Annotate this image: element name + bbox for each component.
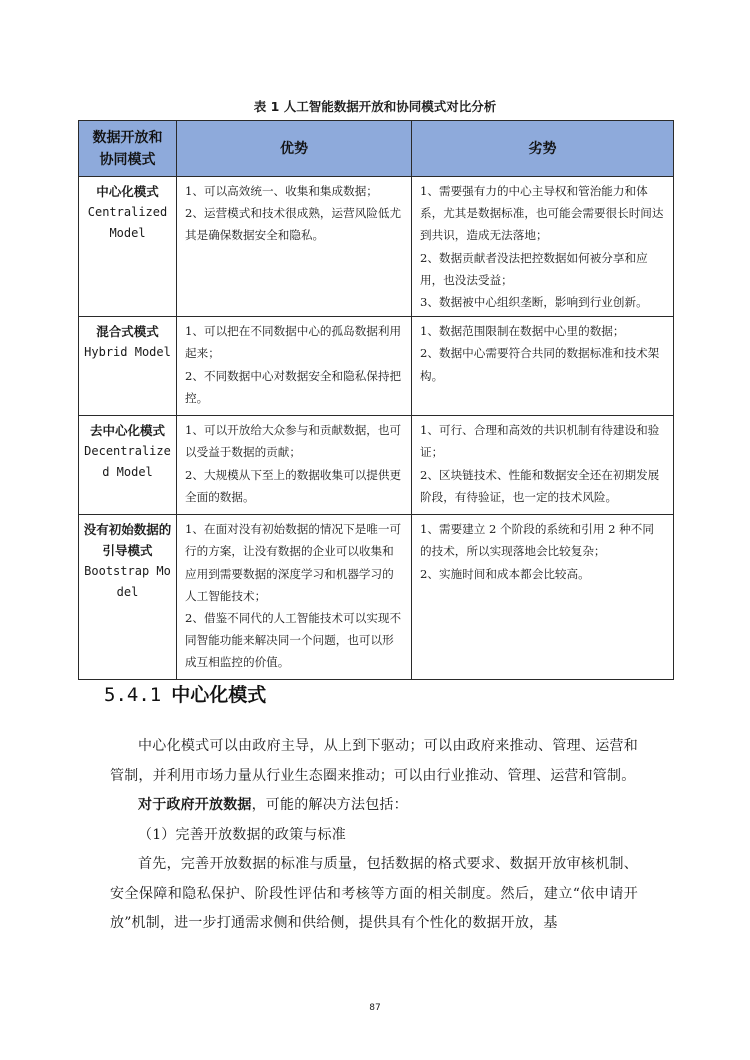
list-item: 1、可以开放给大众参与和贡献数据，也可以受益于数据的贡献；: [185, 423, 402, 460]
table-row: [79, 177, 674, 317]
list-item: 2、大规模从下至上的数据收集可以提供更全面的数据。: [185, 467, 402, 504]
advantages-cell: [177, 317, 412, 416]
mode-name-en: Decentralized Model: [84, 444, 171, 480]
advantages-cell: [177, 177, 412, 317]
mode-name-cn: 中心化模式: [96, 184, 159, 199]
list-item: 2、数据贡献者没法把控数据如何被分享和应用，也没法受益；: [420, 250, 648, 287]
mode-name-cn: 混合式模式: [96, 324, 159, 340]
list-item: 1、数据范围限制在数据中心里的数据；: [420, 324, 625, 339]
list-item: 2、数据中心需要符合共同的数据标准和技术架构。: [420, 346, 660, 383]
mode-cell: [79, 177, 177, 317]
mode-name-en: Centralized Model: [87, 205, 168, 240]
page-number: 87: [369, 1003, 381, 1013]
paragraph: （1）完善开放数据的政策与标准: [138, 826, 346, 843]
section-number: 5.4.1: [104, 684, 162, 706]
table-row: [79, 317, 674, 416]
mode-cell: [79, 317, 177, 416]
list-item: 1、可以把在不同数据中心的孤岛数据利用起来；: [185, 324, 402, 361]
paragraph-rest: ，可能的解决方法包括：: [251, 797, 408, 813]
mode-name-cn: 去中心化模式: [89, 423, 165, 439]
list-item: 1、可以高效统一、收集和集成数据；: [185, 184, 378, 198]
disadvantages-cell: [412, 515, 674, 680]
list-item: 2、区块链技术、性能和数据安全还在初期发展阶段，有待验证，也一定的技术风险。: [420, 467, 660, 504]
mode-name-en: Bootstrap Model: [84, 564, 171, 600]
disadvantages-cell: [412, 317, 674, 416]
mode-name-en: Hybrid Model: [84, 345, 171, 360]
list-item: 2、运营模式和技术很成熟，运营风险低尤其是确保数据安全和隐私。: [185, 206, 402, 243]
list-item: 1、在面对没有初始数据的情况下是唯一可行的方案，让没有数据的企业可以收集和应用到需要数据的深度学习和机器学习的人工智能技术；: [185, 522, 402, 603]
table-header-row: [79, 121, 674, 177]
section-title: 中心化模式: [171, 684, 267, 706]
mode-cell: [79, 515, 177, 680]
body-text: [110, 732, 638, 939]
disadvantages-cell: [412, 177, 674, 317]
paragraph: [110, 791, 638, 821]
header-advantages: 优势: [177, 121, 412, 177]
list-item: 2、借鉴不同代的人工智能技术可以实现不同智能功能来解决同一个问题，也可以形成互相监控的价值。: [185, 611, 402, 670]
mode-cell: [79, 416, 177, 515]
header-mode: 数据开放和协同模式: [79, 121, 177, 177]
list-item: 3、数据被中心组织垄断，影响到行业创新。: [420, 295, 648, 310]
paragraph-lead: 对于政府开放数据: [138, 797, 252, 813]
comparison-table: [78, 120, 674, 680]
paragraph: 首先，完善开放数据的标准与质量，包括数据的格式要求、数据开放审核机制、安全保障和隐私保护、阶段性评估和考核等方面的相关制度。然后，建立“依申请开放”机制，进一步打通需求侧和供给侧，提供具有个性化的数据开放，基: [110, 856, 638, 931]
section-heading: [104, 680, 266, 707]
list-item: 1、可行、合理和高效的共识机制有待建设和验证；: [420, 423, 660, 460]
advantages-cell: [177, 515, 412, 680]
list-item: 1、需要建立 2 个阶段的系统和引用 2 种不同的技术，所以实现落地会比较复杂；: [420, 522, 654, 559]
table-row: [79, 515, 674, 680]
header-disadvantages: 劣势: [412, 121, 674, 177]
list-item: 1、需要强有力的中心主导权和管治能力和体系，尤其是数据标准，也可能会需要很长时间达到共识，造成无法落地；: [420, 184, 664, 243]
advantages-cell: [177, 416, 412, 515]
table-row: [79, 416, 674, 515]
paragraph: 中心化模式可以由政府主导，从上到下驱动；可以由政府来推动、管理、运营和管制，并利用市场力量从行业生态圈来推动；可以由行业推动、管理、运营和管制。: [110, 738, 638, 784]
disadvantages-cell: [412, 416, 674, 515]
table-caption: 表 1 人工智能数据开放和协同模式对比分析: [253, 99, 497, 114]
list-item: 2、不同数据中心对数据安全和隐私保持把控。: [185, 368, 402, 405]
list-item: 2、实施时间和成本都会比较高。: [420, 566, 590, 581]
mode-name-cn: 没有初始数据的引导模式: [83, 522, 172, 559]
